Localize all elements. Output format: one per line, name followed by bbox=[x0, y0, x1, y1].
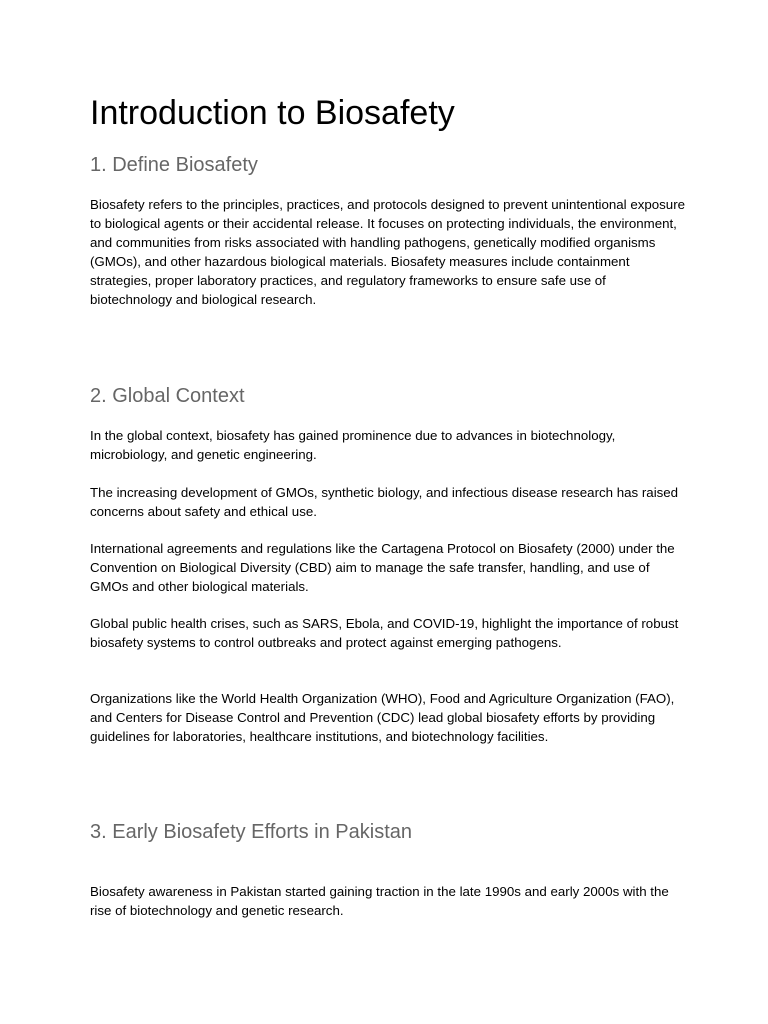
section-heading-global-context: 2. Global Context bbox=[90, 385, 245, 407]
paragraph-global-context-intro: In the global context, biosafety has gained prominence due to advances in biotechnology, microbiology, and genetic engineering. bbox=[90, 428, 616, 462]
paragraph-cartagena-protocol: International agreements and regulations like the Cartagena Protocol on Biosafety (2000) under the Convention on Biological Diversity (CBD) aim to manage the safe transfer, handling, and use of GMOs and other biological materials. bbox=[90, 541, 675, 594]
section-heading-define-biosafety: 1. Define Biosafety bbox=[90, 154, 258, 176]
paragraph-pakistan-awareness: Biosafety awareness in Pakistan started gaining traction in the late 1990s and early 2000s with the rise of biotechnology and genetic research. bbox=[90, 884, 669, 918]
paragraph-public-health-crises: Global public health crises, such as SARS, Ebola, and COVID-19, highlight the importance of robust biosafety systems to control outbreaks and protect against emerging pathogens. bbox=[90, 616, 679, 650]
document-title: Introduction to Biosafety bbox=[90, 94, 455, 132]
paragraph-biosafety-definition: Biosafety refers to the principles, practices, and protocols designed to prevent unintentional exposure to biological agents or their accidental release. It focuses on protecting individuals, the environment, and communities from risks associated with handling pathogens, genetically modified organisms (GMOs), and other hazardous biological materials. Biosafety measures include containment strategies, proper laboratory practices, and regulatory frameworks to ensure safe use of biotechnology and biological research. bbox=[90, 197, 686, 307]
section-heading-pakistan-efforts: 3. Early Biosafety Efforts in Pakistan bbox=[90, 821, 413, 843]
paragraph-gmo-concerns: The increasing development of GMOs, synthetic biology, and infectious disease research has raised concerns about safety and ethical use. bbox=[90, 485, 679, 519]
paragraph-global-organizations: Organizations like the World Health Organization (WHO), Food and Agriculture Organization (FAO), and Centers for Disease Control and Prevention (CDC) lead global biosafety efforts by providing guidelines for laboratories, healthcare institutions, and biotechnology facilities. bbox=[90, 691, 675, 744]
